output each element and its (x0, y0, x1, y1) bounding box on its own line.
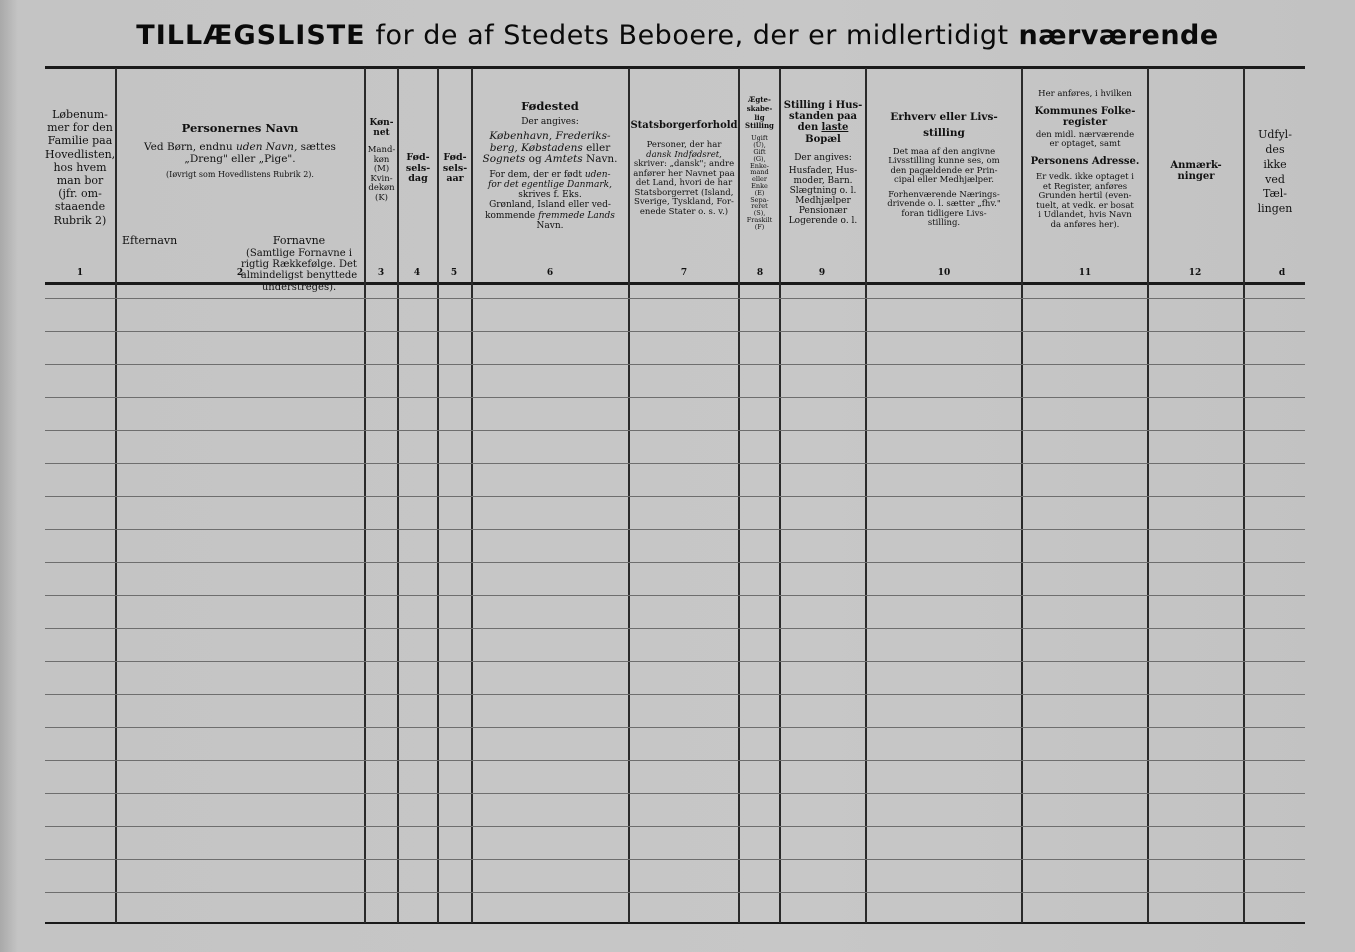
col2-header (118, 122, 362, 180)
col12-number: 12 (1188, 268, 1202, 278)
col9-heading2: den (797, 122, 819, 134)
ruled-line (45, 595, 1305, 596)
col6-header (474, 100, 626, 231)
col9-number: 9 (818, 268, 826, 278)
col11-number: 11 (1078, 268, 1092, 278)
col6-heading: Fødested (521, 99, 579, 113)
col11-top: Her anføres, i hvilken (1038, 89, 1132, 99)
col4-number: 4 (413, 268, 421, 278)
ruled-line (45, 628, 1305, 629)
col6-italic3: Amtets (545, 153, 583, 166)
col2-fornavne: Fornavne (272, 234, 326, 247)
col6-text4: Navn. (536, 220, 564, 231)
col6-italic5: fremmede Lands (538, 210, 615, 221)
col10-number: 10 (937, 268, 951, 278)
ruled-line (45, 463, 1305, 464)
ruled-line (45, 397, 1305, 398)
col9-header (781, 100, 865, 226)
col6-italic1: København, Frederiks- berg, Købstadens (489, 129, 611, 154)
ruled-line (45, 331, 1305, 332)
col3-number: 3 (377, 268, 385, 278)
col8-text: Ugift (U), Gift (G), Enke- mand eller Enke (E) Sepa- reret (S), Fraskilt (F) (746, 134, 773, 231)
col2-line2: „Dreng" eller „Pige". (184, 152, 296, 165)
col2-number: 2 (236, 268, 244, 278)
col3-heading: Køn- net (369, 118, 394, 139)
col2-line1-italic: uden Navn, (236, 140, 298, 153)
col5-header: Fød- sels- aar (442, 152, 468, 185)
col11-text2: Er vedk. ikke optaget i et Register, anføres Grunden hertil (even- tuelt, at vedk. er bosat i Udlandet, hvis Navn da anføres her). (1036, 172, 1134, 230)
col1-header: Løbenum- mer for den Familie paa Hovedlisten, hos hvem man bor (jfr. om- staaende Rubrik 2) (45, 108, 116, 227)
cold-header: Udfyl- des ikke ved Tæl- lingen (1257, 128, 1293, 216)
ruled-line (45, 826, 1305, 827)
col10-text1: Det maa af den angivne Livsstilling kunne ses, om den pagældende er Prin- cipal eller Medhjælper. (888, 146, 1000, 186)
col9-text: Husfader, Hus- moder, Barn. Slægtning o. l. Medhjælper Pensionær Logerende o. l. (788, 165, 858, 227)
ruled-line (45, 364, 1305, 365)
col11-heading2: Personens Adresse. (1030, 155, 1140, 167)
col7-text2: skriver: „dansk"; andre anfører her Navnet paa det Land, hvori de har Statsborgerret (Island, Sverige, Tyskland, For- enede Stater o. s. v.) (633, 159, 735, 217)
col6-eller: eller (586, 141, 611, 154)
col7-text1: Personer, der har (646, 140, 722, 151)
header-top-rule (45, 66, 1305, 69)
col2-line1: Ved Børn, endnu (144, 140, 233, 153)
col6-number: 6 (546, 268, 554, 278)
col2-fornavne-note: (Samtlige Fornavne i rigtig Rækkefølge. Det almindeligst benyttede understreges). (240, 248, 358, 293)
col6-sub: Der angives: (521, 116, 579, 127)
col11-text1: den midl. nærværende er optaget, samt (1035, 129, 1135, 150)
col6-navn: Navn. (586, 153, 618, 166)
ruled-line (45, 496, 1305, 497)
col7-italic: dansk Indfødsret, (646, 149, 722, 160)
ruled-line (45, 298, 1305, 299)
col7-header (630, 120, 738, 217)
col6-italic2: Sognets (482, 153, 526, 166)
col2-line1-end: sættes (300, 140, 336, 153)
col9-heading4: Bopæl (805, 133, 841, 145)
form-title (0, 20, 1355, 51)
cold-number: d (1278, 268, 1286, 278)
col10-text2: Forhenværende Nærings- drivende o. l. sætter „fhv." foran tidligere Livs- stilling. (887, 189, 1001, 229)
col1-number: 1 (76, 268, 84, 278)
ruled-line (45, 562, 1305, 563)
title-end: nærværende (1018, 20, 1219, 51)
col10-heading: Erhverv eller Livs- stilling (890, 111, 998, 139)
col2-heading: Personernes Navn (181, 121, 299, 135)
col6-text3: skrives f. Eks. Grønland, Island eller ved- kommende (485, 190, 611, 221)
ruled-line (45, 694, 1305, 695)
col6-italic4: uden- for det egentlige Danmark, (488, 170, 612, 191)
col11-heading: Kommunes Folke- register (1034, 105, 1136, 128)
col9-sub: Der angives: (794, 152, 852, 163)
ruled-line (45, 727, 1305, 728)
ruled-line (45, 859, 1305, 860)
col9-heading3: laste (821, 122, 849, 134)
col7-number: 7 (680, 268, 688, 278)
col4-header: Fød- sels- dag (405, 152, 431, 185)
col8-number: 8 (756, 268, 764, 278)
col9-heading1: Stilling i Hus- standen paa (783, 100, 863, 123)
col6-text2: For dem, der er født (489, 170, 582, 181)
col3-text: Mand- køn (M) Kvin- dekøn (K) (367, 145, 396, 203)
header-bottom-rule (45, 282, 1305, 285)
col7-heading: Statsborgerforhold (630, 120, 738, 131)
ruled-line (45, 661, 1305, 662)
col5-number: 5 (450, 268, 458, 278)
ruled-line (45, 892, 1305, 893)
ruled-line (45, 529, 1305, 530)
col8-heading: Ægte- skabe- lig Stilling (745, 95, 774, 131)
col2-note: (Iøvrigt som Hovedlistens Rubrik 2). (166, 170, 314, 180)
ruled-line (45, 430, 1305, 431)
ruled-line (45, 760, 1305, 761)
col3-header (366, 118, 397, 203)
col10-header (867, 110, 1021, 229)
title-caps: TILLÆGSLISTE (136, 20, 366, 51)
table-bottom-rule (45, 922, 1305, 924)
col8-header (740, 96, 779, 231)
col6-og: og (528, 153, 542, 166)
col12-header: Anmærk- ninger (1170, 160, 1222, 183)
col2-efternavn: Efternavn (122, 234, 178, 247)
title-rest: for de af Stedets Beboere, der er midlertidigt (375, 20, 1009, 51)
col11-header (1023, 90, 1147, 230)
ruled-line (45, 793, 1305, 794)
